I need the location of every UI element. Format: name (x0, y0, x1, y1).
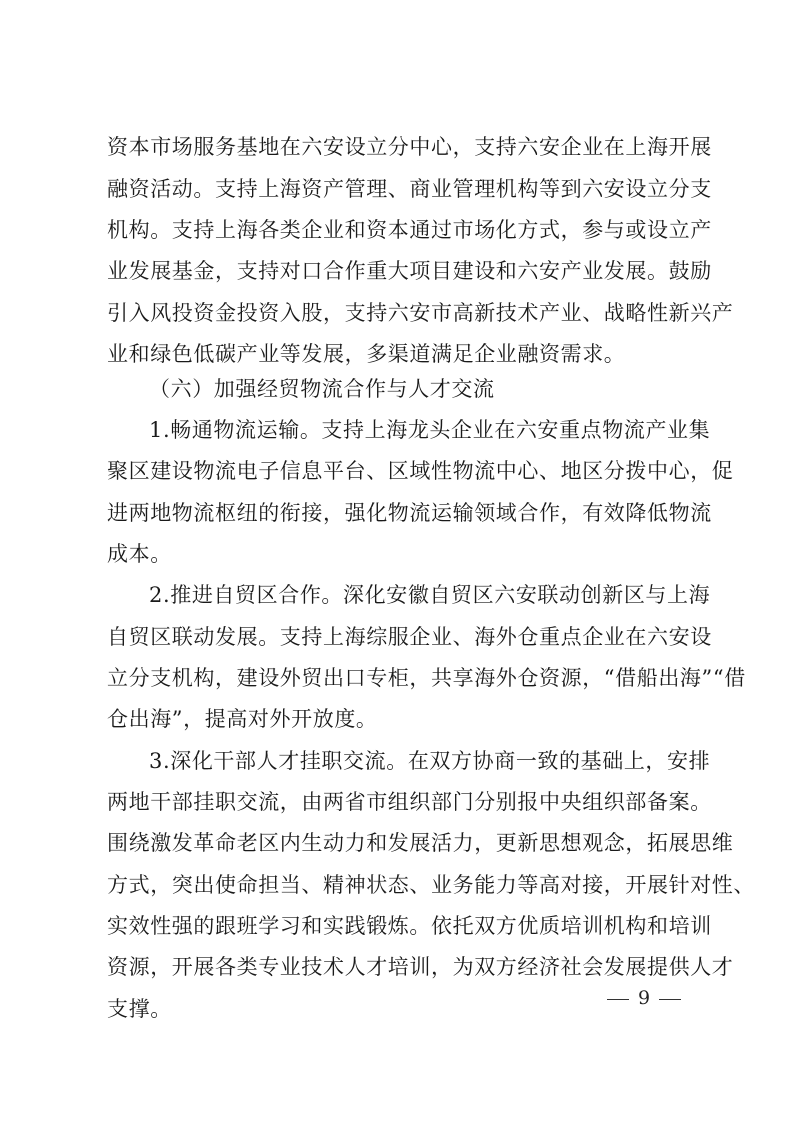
page-number: 9 (638, 987, 651, 1009)
text-line: 方式，突出使命担当、精神状态、业务能力等高对接，开展针对性、 (107, 873, 755, 897)
page-footer (598, 983, 690, 1013)
text-line: 成本。 (107, 542, 172, 566)
text-line: 围绕激发革命老区内生动力和发展活力，更新思想观念，拓展思维 (107, 831, 734, 855)
text-line: 机构。支持上海各类企业和资本通过市场化方式，参与或设立产 (107, 218, 712, 242)
text-line: 资源，开展各类专业技术人才培训，为双方经济社会发展提供人才 (107, 955, 734, 979)
dash-right (659, 999, 681, 1000)
text-line: 支撑。 (107, 997, 172, 1021)
text-line: 两地干部挂职交流，由两省市组织部门分别报中央组织部备案。 (107, 790, 712, 814)
text-line: 自贸区联动发展。支持上海综服企业、海外仓重点企业在六安设 (107, 625, 712, 649)
text-line: 融资活动。支持上海资产管理、商业管理机构等到六安设立分支 (107, 177, 712, 201)
text-line: 资本市场服务基地在六安设立分中心，支持六安企业在上海开展 (107, 135, 712, 159)
text-line: 仓出海”，提高对外开放度。 (107, 707, 378, 731)
section-heading: （六）加强经贸物流合作与人才交流 (149, 377, 495, 401)
dash-left (607, 999, 629, 1000)
text-line: 进两地物流枢纽的衔接，强化物流运输领域合作，有效降低物流 (107, 501, 712, 525)
text-line: 业发展基金，支持对口合作重大项目建设和六安产业发展。鼓励 (107, 259, 712, 283)
text-line: 实效性强的跟班学习和实践锻炼。依托双方优质培训机构和培训 (107, 914, 712, 938)
text-line: 1.畅通物流运输。支持上海龙头企业在六安重点物流产业集 (149, 418, 711, 442)
text-line: 聚区建设物流电子信息平台、区域性物流中心、地区分拨中心，促 (107, 459, 734, 483)
text-line: 引入风投资金投资入股，支持六安市高新技术产业、战略性新兴产 (107, 301, 734, 325)
text-line: 2.推进自贸区合作。深化安徽自贸区六安联动创新区与上海 (149, 583, 711, 607)
text-line: 业和绿色低碳产业等发展，多渠道满足企业融资需求。 (107, 342, 626, 366)
text-line: 立分支机构，建设外贸出口专柜，共享海外仓资源，“借船出海”“借 (107, 666, 746, 690)
text-line: 3.深化干部人才挂职交流。在双方协商一致的基础上，安排 (149, 749, 711, 773)
